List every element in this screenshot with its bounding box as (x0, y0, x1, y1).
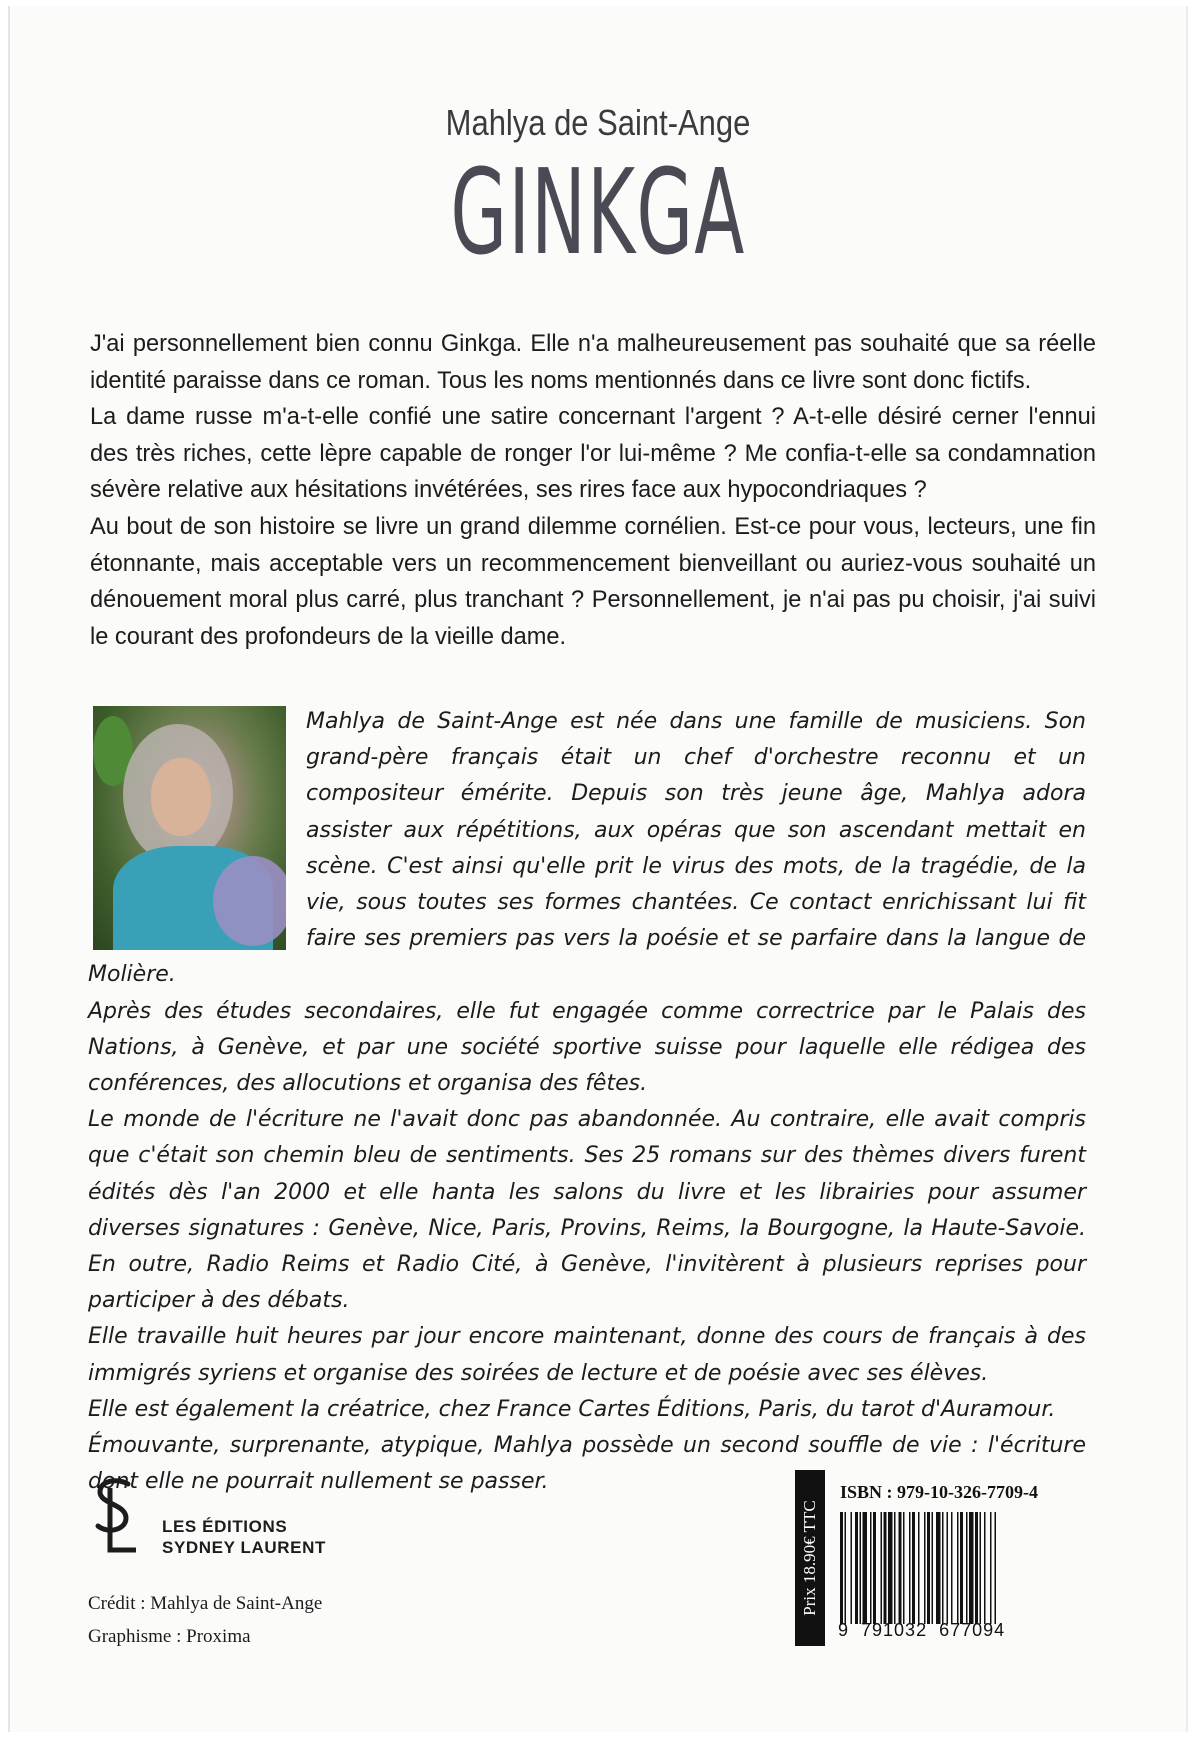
publisher-name (162, 1516, 326, 1558)
photo-credit: Crédit : Mahlya de Saint-Ange (88, 1593, 323, 1614)
bio-paragraph: Elle est également la créatrice, chez France Cartes Éditions, Paris, du tarot d'Auramour. (88, 1396, 1056, 1422)
price-label (795, 1470, 825, 1646)
synopsis (90, 326, 1096, 655)
publisher-line: LES ÉDITIONS (162, 1517, 288, 1536)
bio-paragraph: Elle travaille huit heures par jour encore maintenant, donne des cours de français à des immigrés syriens et organise des soirées de lecture et de poésie avec ses élèves. (88, 1324, 1086, 1386)
bio-paragraph: Mahlya de Saint-Ange est née dans une famille de musiciens. Son grand-père français était un chef d'orchestre reconnu et un compositeur émérite. Depuis son très jeune âge, Mahlya adora assister aux répétitions, aux opéras que son ascendant mettait en scène. C'est ainsi qu'elle prit le virus des mots, de la tragédie, de la vie, sous toutes ses formes chantées. Ce contact enrichissant lui fit faire ses premiers pas vers la poésie et se parfaire dans la langue de Molière. (88, 709, 1086, 988)
publisher-logo-icon (88, 1478, 140, 1558)
synopsis-paragraph: Au bout de son histoire se livre un grand dilemme cornélien. Est-ce pour vous, lecteurs, une fin étonnante, mais acceptable vers un recommencement bienveillant ou auriez-vous souhaité un dénouement moral plus carré, plus tranchant ? Personnellement, je n'ai pas pu choisir, j'ai suivi le courant des profondeurs de la vieille dame. (90, 513, 1096, 650)
synopsis-paragraph: J'ai personnellement bien connu Ginkga. Elle n'a malheureusement pas souhaité que sa réelle identité paraisse dans ce roman. Tous les noms mentionnés dans ce livre sont donc fictifs. (90, 331, 1096, 394)
publisher-line: SYDNEY LAURENT (162, 1538, 326, 1557)
credits (88, 1587, 322, 1653)
synopsis-paragraph: La dame russe m'a-t-elle confié une satire concernant l'argent ? A-t-elle désiré cerner l'ennui des très riches, cette lèpre capable de ronger l'or lui-même ? Me confia-t-elle sa condamnation sévère relative aux hésitations invétérées, ses rires face aux hypocondriaques ? (90, 404, 1096, 504)
bio-paragraph: Après des études secondaires, elle fut engagée comme correctrice par le Palais des Nations, à Genève, et par une société sportive suisse pour laquelle elle rédigea des conférences, des allocutions et organisa des fêtes. (88, 998, 1086, 1097)
isbn-number: ISBN : 979-10-326-7709-4 (840, 1482, 1038, 1502)
graphics-credit: Graphisme : Proxima (88, 1626, 251, 1647)
barcode-digits: 9 791032 677094 (838, 1620, 1006, 1640)
barcode-icon (840, 1512, 1068, 1624)
bio-paragraph: Le monde de l'écriture ne l'avait donc pas abandonnée. Au contraire, elle avait compris que c'était son chemin bleu de sentiments. Ses 25 romans sur des thèmes divers furent édités dès l'an 2000 et elle hanta les salons du livre et les librairies pour assumer diverses signatures : Genève, Nice, Paris, Provins, Reims, la Bourgogne, la Haute-Savoie. En outre, Radio Reims et Radio Cité, à Genève, l'invitèrent à plusieurs reprises pour participer à des débats. (88, 1107, 1086, 1314)
book-title: GINKGA (450, 143, 746, 281)
price-text: Prix 18.90€ TTC (800, 1500, 819, 1616)
bio-paragraph: Émouvante, surprenante, atypique, Mahlya possède un second souffle de vie : l'écriture dont elle ne pourrait nullement se passer. (88, 1433, 1086, 1495)
author-name: Mahlya de Saint-Ange (445, 102, 751, 143)
author-biography (88, 704, 1086, 1500)
